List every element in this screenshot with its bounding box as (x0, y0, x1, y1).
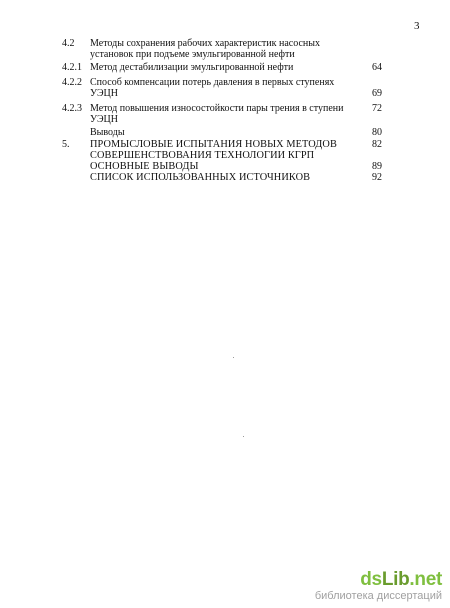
toc-page: 72 (372, 103, 382, 114)
toc-entry-4-2 (62, 38, 382, 60)
toc-page: 89 (372, 161, 382, 172)
toc-entry-4-2-1 (62, 62, 382, 73)
scan-speck (243, 436, 244, 437)
toc-page: 82 (372, 139, 382, 150)
toc-title: ОСНОВНЫЕ ВЫВОДЫ (90, 161, 199, 172)
toc-entry-main-conclusions (62, 161, 382, 172)
toc-entry-references (62, 172, 382, 183)
toc-title: ПРОМЫСЛОВЫЕ ИСПЫТАНИЯ НОВЫХ МЕТОДОВ СОВЕРШЕНСТВОВАНИЯ ТЕХНОЛОГИИ КГРП (90, 139, 337, 161)
toc-page: 69 (372, 88, 382, 99)
toc-entry-5 (62, 139, 382, 161)
toc-page: 92 (372, 172, 382, 183)
toc-title: Метод дестабилизации эмульгированной нефти (90, 62, 294, 73)
watermark (315, 570, 442, 602)
toc-page: 80 (372, 127, 382, 138)
watermark-subtitle: библиотека диссертаций (314, 590, 442, 602)
toc-page: 64 (372, 62, 382, 73)
toc-title: Методы сохранения рабочих характеристик насосных установок при подъеме эмульгированной нефти (90, 38, 320, 60)
toc-entry-4-2-3 (62, 103, 382, 125)
toc-entry-conclusions (62, 127, 382, 138)
toc-title: Выводы (90, 127, 125, 138)
toc-number: 4.2.2 (62, 77, 82, 88)
scan-speck (233, 357, 234, 358)
toc-title: СПИСОК ИСПОЛЬЗОВАННЫХ ИСТОЧНИКОВ (90, 172, 311, 183)
table-of-contents (62, 38, 382, 183)
watermark-logo: dsLib.net (360, 569, 442, 590)
toc-number: 4.2.3 (62, 103, 82, 114)
toc-number: 4.2 (62, 38, 75, 49)
toc-title: Метод повышения износостойкости пары трения в ступени УЭЦН (90, 103, 344, 125)
toc-entry-4-2-2 (62, 77, 382, 99)
toc-title: Способ компенсации потерь давления в первых ступенях УЭЦН (90, 77, 335, 99)
toc-number: 5. (62, 139, 70, 150)
toc-number: 4.2.1 (62, 62, 82, 73)
page-number: 3 (414, 20, 420, 32)
